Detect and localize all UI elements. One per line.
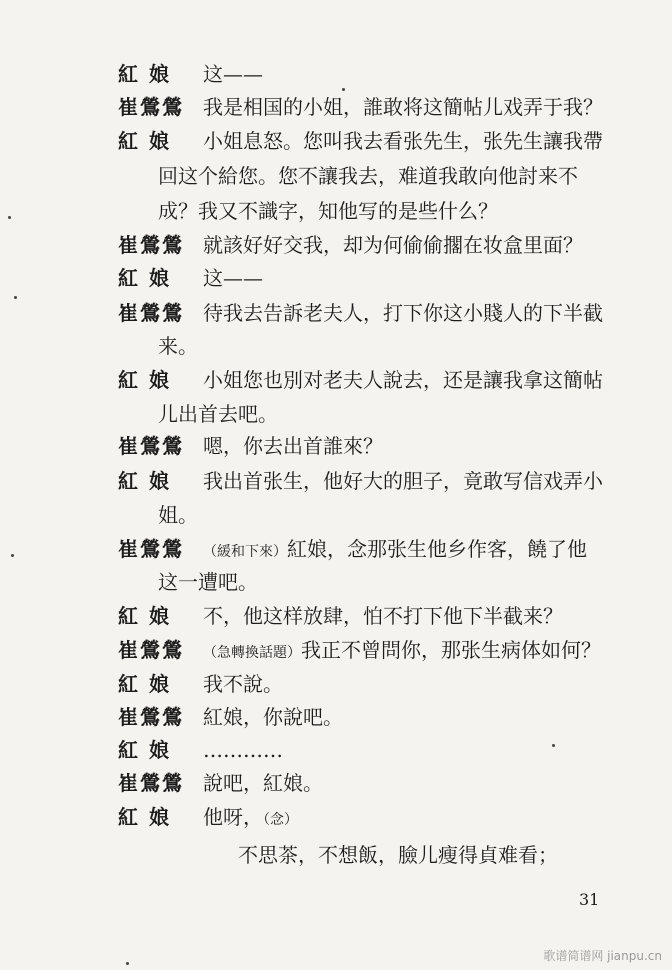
dialogue-text: 我不說。 xyxy=(203,672,283,696)
dialogue-text: 来。 xyxy=(158,334,198,358)
dialogue-text: 姐。 xyxy=(158,503,198,527)
stage-direction: （急轉換話題） xyxy=(203,645,301,661)
dialogue-text: 我出首张生，他好大的胆子，竟敢写信戏弄小 xyxy=(203,469,603,493)
scan-speck xyxy=(342,88,345,91)
dialogue-text: 小姐息怒。您叫我去看张先生，张先生讓我帶 xyxy=(203,129,603,153)
dialogue-text: 我是相国的小姐，誰敢将这簡帖儿戏弄于我？ xyxy=(203,95,603,119)
speaker-name: 崔鶯鶯 xyxy=(118,301,184,325)
dialogue-text: 就該好好交我，却为何偷偷擱在妆盒里面？ xyxy=(203,233,583,257)
speaker-name: 紅 娘 xyxy=(118,469,171,493)
page-number: 31 xyxy=(579,890,600,909)
speaker-name: 紅 娘 xyxy=(118,805,171,829)
scan-speck xyxy=(8,216,11,219)
speaker-name: 紅 娘 xyxy=(118,738,171,762)
dialogue-text: 小姐您也別对老夫人說去，还是讓我拿这簡帖 xyxy=(203,368,603,392)
dialogue-text: 他呀， xyxy=(203,805,263,829)
site-watermark: 歌谱简谱网 jianpu.cn xyxy=(543,949,662,963)
dialogue-text: 紅娘，你說吧。 xyxy=(203,705,343,729)
dialogue-text: 这一遭吧。 xyxy=(158,570,258,594)
speaker-name: 崔鶯鶯 xyxy=(118,771,184,795)
scan-speck xyxy=(552,744,555,747)
dialogue-text: 这—— xyxy=(203,266,263,290)
dialogue-text: 儿出首去吧。 xyxy=(158,402,278,426)
stage-direction: （緩和下來） xyxy=(203,544,287,560)
speaker-name: 崔鶯鶯 xyxy=(118,705,184,729)
stage-direction: （念） xyxy=(263,812,298,828)
speaker-name: 紅 娘 xyxy=(118,266,171,290)
speaker-name: 紅 娘 xyxy=(118,129,171,153)
dialogue-text: 待我去告訴老夫人，打下你这小賤人的下半截 xyxy=(203,301,603,325)
speaker-name: 紅 娘 xyxy=(118,672,171,696)
speaker-name: 崔鶯鶯 xyxy=(118,434,184,458)
speaker-name: 紅 娘 xyxy=(118,604,171,628)
speaker-name: 崔鶯鶯 xyxy=(118,95,184,119)
scan-speck xyxy=(126,962,129,965)
dialogue-text: 不，他这样放肆，怕不打下他下半截来？ xyxy=(203,604,563,628)
scan-speck xyxy=(11,554,14,557)
speaker-name: 崔鶯鶯 xyxy=(118,537,184,561)
dialogue-text: ………… xyxy=(203,738,283,762)
dialogue-text: 我正不曾問你，那张生病体如何？ xyxy=(301,638,601,662)
dialogue-text: 回这个給您。您不讓我去，难道我敢向他討来不 xyxy=(158,164,578,188)
scan-speck xyxy=(14,296,17,299)
dialogue-text: 这—— xyxy=(203,62,263,86)
speaker-name: 崔鶯鶯 xyxy=(118,638,184,662)
dialogue-text: 成？我又不識字，知他写的是些什么？ xyxy=(158,199,498,223)
speaker-name: 紅 娘 xyxy=(118,368,171,392)
dialogue-text: 嗯，你去出首誰來？ xyxy=(203,434,383,458)
speaker-name: 紅 娘 xyxy=(118,62,171,86)
dialogue-text: 說吧，紅娘。 xyxy=(203,771,323,795)
verse-text: 不思茶，不想飯，臉儿瘦得貞难看； xyxy=(238,843,558,867)
dialogue-text: 紅娘，念那张生他乡作客，饒了他 xyxy=(287,537,587,561)
speaker-name: 崔鶯鶯 xyxy=(118,233,184,257)
